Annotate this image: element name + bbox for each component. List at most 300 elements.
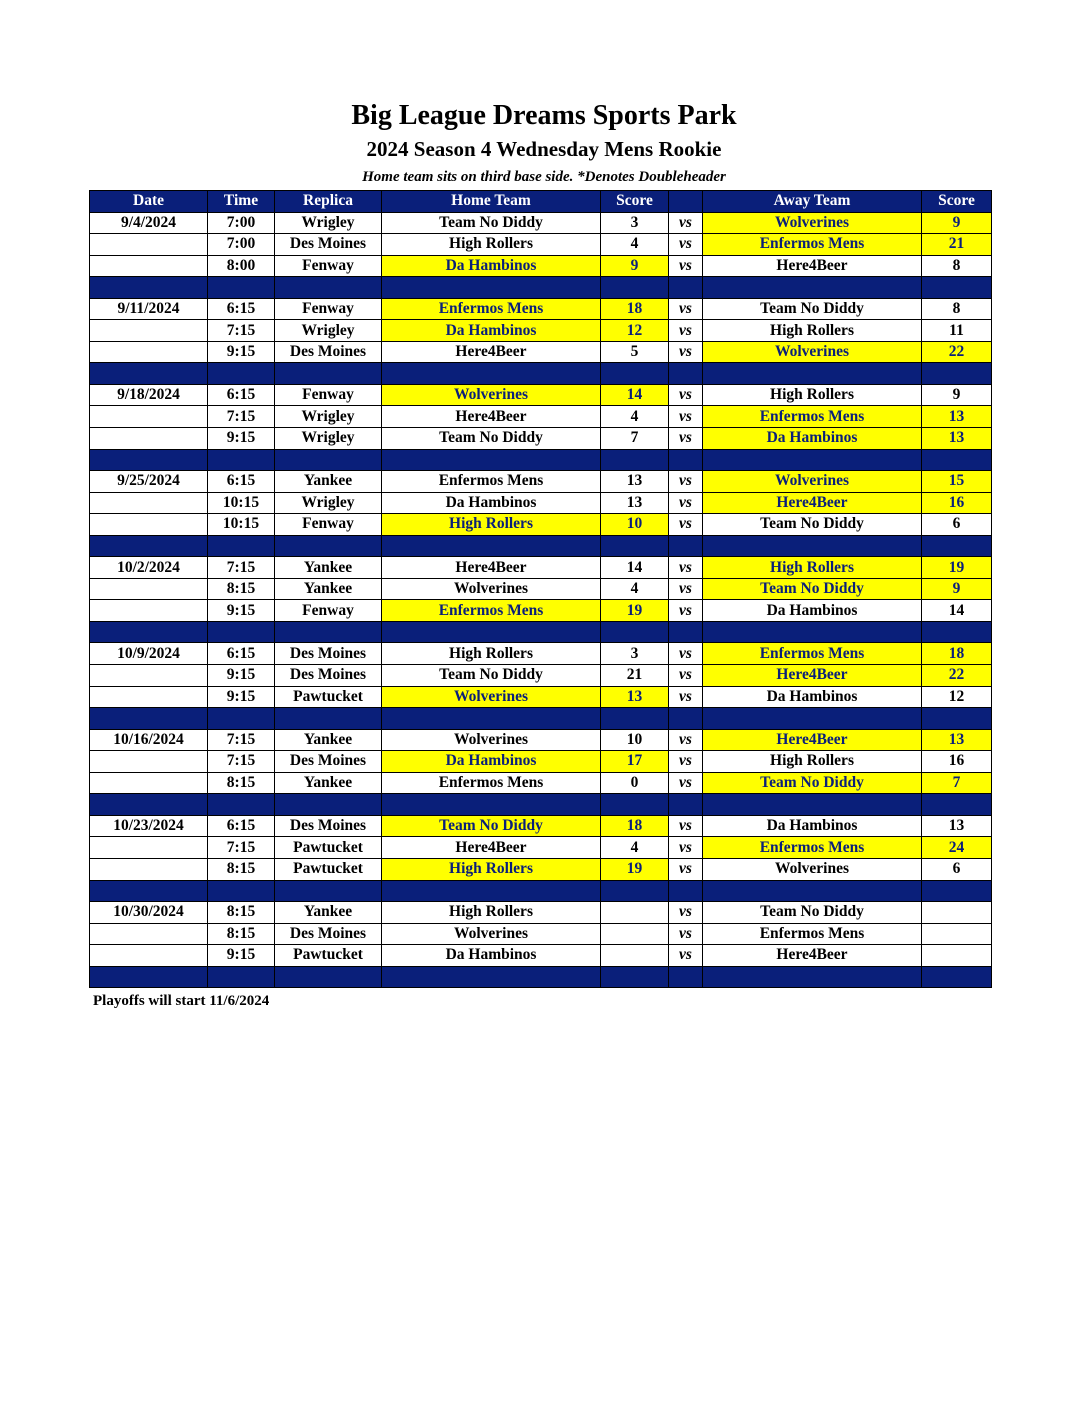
date-cell [90,837,208,859]
home-team-cell: Da Hambinos [382,751,601,773]
separator-cell [208,880,275,902]
separator-cell [382,449,601,471]
separator-cell [703,880,922,902]
away-score-cell: 13 [922,729,992,751]
away-team-cell: Wolverines [703,212,922,234]
home-score-cell: 13 [601,471,669,493]
away-score-cell: 19 [922,557,992,579]
separator-cell [208,277,275,299]
game-row [90,858,992,880]
separator-cell [208,449,275,471]
week-separator-row [90,966,992,988]
away-score-cell: 13 [922,428,992,450]
separator-cell [669,535,703,557]
replica-cell: Yankee [275,578,382,600]
date-cell [90,428,208,450]
separator-cell [601,277,669,299]
replica-cell: Des Moines [275,234,382,256]
time-cell: 8:15 [208,923,275,945]
separator-cell [703,794,922,816]
away-score-cell: 18 [922,643,992,665]
vs-cell: vs [669,729,703,751]
time-cell: 8:15 [208,578,275,600]
game-row [90,212,992,234]
separator-cell [208,794,275,816]
home-score-cell: 14 [601,384,669,406]
away-team-cell: Wolverines [703,341,922,363]
away-score-cell: 9 [922,578,992,600]
schedule-table [89,190,992,988]
playoffs-note: Playoffs will start 11/6/2024 [93,993,270,1009]
away-team-cell: Here4Beer [703,492,922,514]
vs-cell: vs [669,298,703,320]
away-team-cell: Here4Beer [703,665,922,687]
away-team-cell: Team No Diddy [703,902,922,924]
separator-cell [922,363,992,385]
game-row [90,320,992,342]
away-team-cell: Enfermos Mens [703,643,922,665]
replica-cell: Des Moines [275,751,382,773]
replica-cell: Fenway [275,384,382,406]
separator-cell [922,535,992,557]
col-header-away-team: Away Team [703,191,922,213]
home-score-cell: 19 [601,858,669,880]
separator-cell [275,277,382,299]
home-team-cell: High Rollers [382,643,601,665]
away-team-cell: Da Hambinos [703,428,922,450]
separator-cell [669,363,703,385]
away-team-cell: High Rollers [703,557,922,579]
date-cell: 9/18/2024 [90,384,208,406]
game-row [90,600,992,622]
schedule-note: Home team sits on third base side. *Denotes Doubleheader [362,169,726,185]
vs-cell: vs [669,471,703,493]
replica-cell: Pawtucket [275,837,382,859]
separator-cell [208,535,275,557]
away-team-cell: Enfermos Mens [703,923,922,945]
vs-cell: vs [669,557,703,579]
home-team-cell: High Rollers [382,902,601,924]
home-team-cell: Here4Beer [382,837,601,859]
game-row [90,514,992,536]
away-score-cell [922,945,992,967]
home-team-cell: Da Hambinos [382,255,601,277]
game-row [90,902,992,924]
home-team-cell: Enfermos Mens [382,600,601,622]
replica-cell: Yankee [275,471,382,493]
home-team-cell: Wolverines [382,578,601,600]
vs-cell: vs [669,945,703,967]
home-score-cell: 14 [601,557,669,579]
separator-cell [669,966,703,988]
time-cell: 7:00 [208,212,275,234]
home-score-cell: 4 [601,837,669,859]
separator-cell [90,794,208,816]
date-cell [90,234,208,256]
home-team-cell: Team No Diddy [382,665,601,687]
home-score-cell: 10 [601,729,669,751]
home-score-cell [601,945,669,967]
separator-cell [90,277,208,299]
separator-cell [382,535,601,557]
away-team-cell: Enfermos Mens [703,234,922,256]
away-team-cell: Da Hambinos [703,686,922,708]
home-score-cell: 10 [601,514,669,536]
away-team-cell: Da Hambinos [703,600,922,622]
vs-cell: vs [669,578,703,600]
time-cell: 7:15 [208,751,275,773]
home-score-cell: 18 [601,298,669,320]
date-cell [90,858,208,880]
date-cell: 10/2/2024 [90,557,208,579]
game-row [90,923,992,945]
home-score-cell: 4 [601,406,669,428]
separator-cell [601,794,669,816]
time-cell: 10:15 [208,492,275,514]
separator-cell [601,363,669,385]
away-score-cell: 15 [922,471,992,493]
game-row [90,751,992,773]
vs-cell: vs [669,815,703,837]
date-cell [90,600,208,622]
home-score-cell: 21 [601,665,669,687]
separator-cell [922,708,992,730]
home-team-cell: Wolverines [382,384,601,406]
away-team-cell: Wolverines [703,858,922,880]
col-header-home-score: Score [601,191,669,213]
away-score-cell: 22 [922,665,992,687]
replica-cell: Wrigley [275,406,382,428]
home-team-cell: Enfermos Mens [382,471,601,493]
vs-cell: vs [669,341,703,363]
page-title: Big League Dreams Sports Park [351,100,737,131]
separator-cell [601,708,669,730]
home-score-cell: 17 [601,751,669,773]
date-cell: 10/23/2024 [90,815,208,837]
away-team-cell: Here4Beer [703,255,922,277]
separator-cell [382,708,601,730]
separator-cell [922,880,992,902]
separator-cell [922,794,992,816]
home-team-cell: High Rollers [382,858,601,880]
vs-cell: vs [669,492,703,514]
separator-cell [703,277,922,299]
separator-cell [703,363,922,385]
separator-cell [275,708,382,730]
away-score-cell: 13 [922,815,992,837]
separator-cell [90,449,208,471]
replica-cell: Yankee [275,557,382,579]
time-cell: 7:15 [208,729,275,751]
week-separator-row [90,535,992,557]
home-score-cell: 18 [601,815,669,837]
time-cell: 9:15 [208,428,275,450]
home-team-cell: Here4Beer [382,341,601,363]
away-score-cell: 24 [922,837,992,859]
away-team-cell: Team No Diddy [703,578,922,600]
separator-cell [922,966,992,988]
away-score-cell: 11 [922,320,992,342]
time-cell: 8:15 [208,902,275,924]
home-team-cell: Da Hambinos [382,320,601,342]
game-row [90,578,992,600]
vs-cell: vs [669,686,703,708]
home-team-cell: Enfermos Mens [382,772,601,794]
replica-cell: Yankee [275,729,382,751]
game-row [90,406,992,428]
away-score-cell: 8 [922,255,992,277]
replica-cell: Des Moines [275,815,382,837]
away-team-cell: Team No Diddy [703,772,922,794]
separator-cell [703,535,922,557]
separator-cell [382,966,601,988]
game-row [90,815,992,837]
vs-cell: vs [669,320,703,342]
away-score-cell: 9 [922,212,992,234]
date-cell: 9/11/2024 [90,298,208,320]
col-header-replica: Replica [275,191,382,213]
time-cell: 6:15 [208,384,275,406]
home-score-cell: 3 [601,212,669,234]
away-score-cell: 12 [922,686,992,708]
separator-cell [275,966,382,988]
separator-cell [601,966,669,988]
separator-cell [275,363,382,385]
time-cell: 6:15 [208,815,275,837]
separator-cell [90,621,208,643]
replica-cell: Wrigley [275,320,382,342]
separator-cell [669,277,703,299]
away-team-cell: Here4Beer [703,729,922,751]
game-row [90,772,992,794]
replica-cell: Fenway [275,298,382,320]
game-row [90,428,992,450]
game-row [90,471,992,493]
header-row [90,191,992,213]
replica-cell: Fenway [275,600,382,622]
away-team-cell: Team No Diddy [703,298,922,320]
replica-cell: Des Moines [275,643,382,665]
separator-cell [275,880,382,902]
separator-cell [382,277,601,299]
home-score-cell: 3 [601,643,669,665]
separator-cell [90,966,208,988]
col-header-away-score: Score [922,191,992,213]
vs-cell: vs [669,212,703,234]
game-row [90,729,992,751]
separator-cell [703,966,922,988]
time-cell: 10:15 [208,514,275,536]
home-score-cell: 9 [601,255,669,277]
vs-cell: vs [669,384,703,406]
vs-cell: vs [669,234,703,256]
separator-cell [208,363,275,385]
separator-cell [90,708,208,730]
home-score-cell: 0 [601,772,669,794]
time-cell: 6:15 [208,643,275,665]
home-team-cell: Wolverines [382,729,601,751]
separator-cell [669,794,703,816]
home-score-cell: 5 [601,341,669,363]
away-score-cell: 6 [922,514,992,536]
separator-cell [275,621,382,643]
home-team-cell: Here4Beer [382,406,601,428]
away-score-cell: 21 [922,234,992,256]
away-team-cell: Enfermos Mens [703,406,922,428]
home-team-cell: Team No Diddy [382,428,601,450]
separator-cell [382,621,601,643]
time-cell: 6:15 [208,471,275,493]
home-team-cell: High Rollers [382,514,601,536]
week-separator-row [90,277,992,299]
game-row [90,643,992,665]
replica-cell: Wrigley [275,492,382,514]
game-row [90,234,992,256]
separator-cell [382,363,601,385]
home-team-cell: Team No Diddy [382,212,601,234]
replica-cell: Fenway [275,514,382,536]
away-team-cell: High Rollers [703,751,922,773]
separator-cell [922,277,992,299]
vs-cell: vs [669,772,703,794]
away-score-cell: 9 [922,384,992,406]
vs-cell: vs [669,751,703,773]
away-score-cell: 6 [922,858,992,880]
home-team-cell: High Rollers [382,234,601,256]
separator-cell [275,449,382,471]
separator-cell [275,794,382,816]
home-score-cell [601,902,669,924]
home-score-cell: 13 [601,686,669,708]
vs-cell: vs [669,923,703,945]
time-cell: 9:15 [208,341,275,363]
col-header-date: Date [90,191,208,213]
home-team-cell: Wolverines [382,686,601,708]
date-cell [90,751,208,773]
week-separator-row [90,363,992,385]
separator-cell [382,880,601,902]
game-row [90,686,992,708]
separator-cell [208,966,275,988]
home-score-cell: 4 [601,578,669,600]
vs-cell: vs [669,600,703,622]
replica-cell: Pawtucket [275,858,382,880]
replica-cell: Pawtucket [275,686,382,708]
separator-cell [703,708,922,730]
date-cell: 9/25/2024 [90,471,208,493]
separator-cell [208,621,275,643]
away-team-cell: Wolverines [703,471,922,493]
date-cell [90,320,208,342]
week-separator-row [90,880,992,902]
col-header-vs [669,191,703,213]
away-score-cell: 8 [922,298,992,320]
separator-cell [601,535,669,557]
vs-cell: vs [669,514,703,536]
separator-cell [601,449,669,471]
replica-cell: Wrigley [275,212,382,234]
away-score-cell: 16 [922,492,992,514]
separator-cell [922,449,992,471]
time-cell: 8:00 [208,255,275,277]
week-separator-row [90,708,992,730]
away-team-cell: Team No Diddy [703,514,922,536]
home-score-cell: 7 [601,428,669,450]
vs-cell: vs [669,406,703,428]
away-team-cell: Here4Beer [703,945,922,967]
col-header-home-team: Home Team [382,191,601,213]
replica-cell: Yankee [275,902,382,924]
game-row [90,255,992,277]
week-separator-row [90,794,992,816]
game-row [90,341,992,363]
time-cell: 7:15 [208,406,275,428]
separator-cell [90,363,208,385]
away-score-cell [922,923,992,945]
date-cell [90,341,208,363]
home-team-cell: Da Hambinos [382,945,601,967]
game-row [90,492,992,514]
away-team-cell: High Rollers [703,320,922,342]
replica-cell: Des Moines [275,665,382,687]
away-score-cell: 7 [922,772,992,794]
date-cell [90,686,208,708]
away-team-cell: Da Hambinos [703,815,922,837]
separator-cell [90,880,208,902]
time-cell: 7:15 [208,320,275,342]
separator-cell [90,535,208,557]
date-cell [90,923,208,945]
separator-cell [601,880,669,902]
date-cell [90,578,208,600]
date-cell: 9/4/2024 [90,212,208,234]
date-cell [90,772,208,794]
date-cell [90,945,208,967]
date-cell: 10/9/2024 [90,643,208,665]
date-cell [90,492,208,514]
time-cell: 9:15 [208,665,275,687]
vs-cell: vs [669,858,703,880]
replica-cell: Yankee [275,772,382,794]
vs-cell: vs [669,643,703,665]
time-cell: 7:15 [208,557,275,579]
vs-cell: vs [669,428,703,450]
replica-cell: Des Moines [275,923,382,945]
separator-cell [669,621,703,643]
separator-cell [922,621,992,643]
home-team-cell: Da Hambinos [382,492,601,514]
home-score-cell: 13 [601,492,669,514]
home-team-cell: Here4Beer [382,557,601,579]
time-cell: 9:15 [208,600,275,622]
week-separator-row [90,449,992,471]
date-cell: 10/30/2024 [90,902,208,924]
home-team-cell: Team No Diddy [382,815,601,837]
time-cell: 9:15 [208,945,275,967]
replica-cell: Des Moines [275,341,382,363]
date-cell [90,514,208,536]
separator-cell [208,708,275,730]
time-cell: 8:15 [208,858,275,880]
home-score-cell: 12 [601,320,669,342]
away-score-cell: 14 [922,600,992,622]
game-row [90,298,992,320]
home-score-cell: 4 [601,234,669,256]
separator-cell [382,794,601,816]
away-team-cell: Enfermos Mens [703,837,922,859]
replica-cell: Pawtucket [275,945,382,967]
away-score-cell: 16 [922,751,992,773]
